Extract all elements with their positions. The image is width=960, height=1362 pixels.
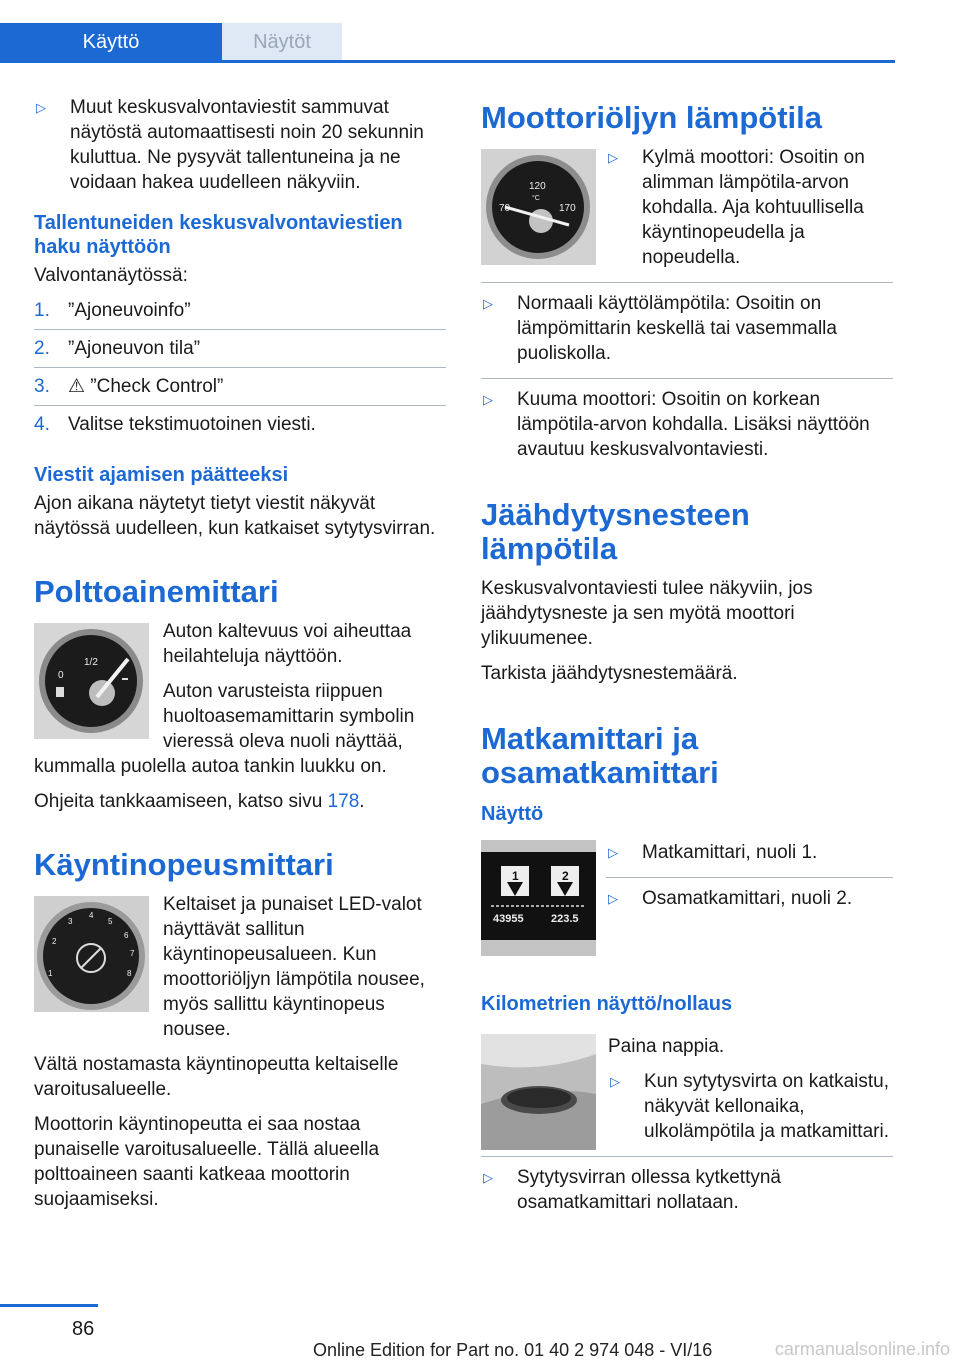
oil-bullets <box>606 145 893 282</box>
fuel-gauge-image <box>34 623 149 739</box>
edition-note: Online Edition for Part no. 01 40 2 974 048 - VI/16 <box>313 1340 713 1360</box>
subheading-km-reset: Kilometrien näyttö/nollaus <box>481 993 733 1015</box>
footer-rule <box>0 1304 98 1307</box>
list-item <box>34 95 446 195</box>
heading-coolant-temp: Jäähdytysnesteen lämpötila <box>481 497 750 566</box>
bullet-triangle-icon: ▷ <box>610 1074 620 1089</box>
reset-button-image <box>481 1034 596 1150</box>
bullet-text: Kuuma moottori: Osoitin on korkean lämpötila-arvon kohdalla. Lisäksi näyttöön avautuu keskusvalvontaviesti. <box>517 389 870 460</box>
divider <box>481 1156 893 1157</box>
rpm-label: 6 <box>124 931 129 940</box>
chapter-tabs <box>0 0 895 62</box>
bullet-text: Matkamittari, nuoli 1. <box>642 842 818 863</box>
subheading-saved-messages: Tallentuneiden keskusvalvontaviestien haku näyttöön <box>34 212 403 258</box>
bullet-triangle-icon: ▷ <box>483 392 493 407</box>
step-number: 1. <box>34 300 50 321</box>
bullet-triangle-icon: ▷ <box>483 296 493 311</box>
watermark: carmanualsonline.info <box>774 1339 950 1359</box>
paragraph: Keltaiset ja punaiset LED-valot näyttävät sallitun käyntinopeusalueen. Kun moottoriöljyn lämpötila nousee, myös sallittu käyntinopeus nousee. <box>163 894 425 1040</box>
text: . <box>359 791 365 812</box>
list-item <box>481 291 893 366</box>
reset-button-icon <box>481 1034 596 1150</box>
list-item <box>481 387 893 462</box>
divider <box>34 405 446 406</box>
odometer-display-icon <box>481 840 596 956</box>
fuel-label-zero: 0 <box>58 670 64 681</box>
step-text: ”Ajoneuvon tila” <box>68 338 201 359</box>
heading-oil-temp: Moottoriöljyn lämpötila <box>481 100 822 135</box>
bullet-text: Kun sytytysvirta on katkaistu, näkyvät kellonaika, ulkolämpötila ja matkamittari. <box>644 1071 889 1142</box>
rpm-label: 8 <box>127 969 132 978</box>
page-link[interactable]: 178 <box>327 791 360 812</box>
rpm-label: 3 <box>68 917 73 926</box>
oil-label-low: 70 <box>499 203 511 214</box>
step-item <box>34 336 446 361</box>
rpm-label: 2 <box>52 937 57 946</box>
text: Ohjeita tankkaamiseen, katso sivu <box>34 791 328 812</box>
step-text: ⚠ ”Check Control” <box>68 376 224 397</box>
bullet-text: Sytytysvirran ollessa kytkettynä osamatkamittari nollataan. <box>517 1167 781 1213</box>
heading-rpm-gauge: Käyntinopeusmittari <box>34 847 334 882</box>
bullet-text: Osamatkamittari, nuoli 2. <box>642 888 853 909</box>
rpm-gauge-image <box>34 896 149 1012</box>
heading-fuel-gauge: Polttoainemittari <box>34 574 279 609</box>
list-item <box>606 145 893 270</box>
rpm-label: 7 <box>130 949 135 958</box>
oil-label-mid: 120 <box>529 181 546 192</box>
bullet-triangle-icon: ▷ <box>36 100 46 115</box>
tab-rule <box>0 60 895 63</box>
right-column <box>481 95 893 1227</box>
oil-label-high: 170 <box>559 203 576 214</box>
step-number: 4. <box>34 414 50 435</box>
tab-naytot[interactable]: Näytöt <box>222 23 342 61</box>
divider <box>481 282 893 283</box>
arrow-label-1: 1 <box>512 869 519 883</box>
divider <box>34 367 446 368</box>
odometer-display-image <box>481 840 596 956</box>
fuel-gauge-icon <box>34 623 149 739</box>
step-text: Valitse tekstimuotoinen viesti. <box>68 414 316 435</box>
bullet-text: Muut keskusvalvontaviestit sammuvat näytöstä automaattisesti noin 20 sekunnin kuluttua. Ne pysyvät tallentuneina ja ne voidaan hakea uudelleen näkyviin. <box>70 97 424 193</box>
rpm-label: 1 <box>48 969 53 978</box>
list-item <box>608 1069 893 1144</box>
bullet-text: Normaali käyttölämpötila: Osoitin on lämpömittarin keskellä tai vasemmalla puoliskolla. <box>517 293 837 364</box>
oil-temp-gauge-image <box>481 149 596 265</box>
paragraph: Auton kaltevuus voi aiheuttaa heilahteluja näyttöön. <box>163 621 412 667</box>
step-item <box>34 374 446 399</box>
bullet-triangle-icon: ▷ <box>608 891 618 906</box>
paragraph: Vältä nostamasta käyntinopeutta keltaiselle varoitusalueelle. <box>34 1054 399 1100</box>
paragraph: Auton varusteista riippuen huoltoasemamittarin symbolin vieressä oleva nuoli näyttää, kummalla puolella autoa tankin luukku on. <box>34 681 415 777</box>
step-number: 3. <box>34 376 50 397</box>
step-item <box>34 298 446 323</box>
odometer-value: 43955 <box>493 913 524 925</box>
subheading-display: Näyttö <box>481 803 544 825</box>
paragraph: Valvontanäytössä: <box>34 265 188 286</box>
heading-odometer: Matkamittari ja osamatkamittari <box>481 721 719 790</box>
bullet-triangle-icon: ▷ <box>608 845 618 860</box>
rpm-label: 5 <box>108 917 113 926</box>
paragraph <box>34 789 446 814</box>
bullet-triangle-icon: ▷ <box>608 150 618 165</box>
divider <box>34 329 446 330</box>
step-number: 2. <box>34 338 50 359</box>
list-item <box>606 840 893 865</box>
display-bullets <box>606 830 893 923</box>
paragraph: Moottorin käyntinopeutta ei saa nostaa punaiselle varoitusalueelle. Tällä alueella polttoaineen saanti katkeaa moottorin suojaamiseksi. <box>34 1114 380 1210</box>
step-text: ”Ajoneuvoinfo” <box>68 300 191 321</box>
reset-text <box>608 1020 893 1156</box>
divider <box>481 378 893 379</box>
tab-kaytto[interactable]: Käyttö <box>0 23 222 61</box>
paragraph: Tarkista jäähdytysnestemäärä. <box>481 663 738 684</box>
oil-label-unit: °C <box>532 195 540 202</box>
trip-value: 223.5 <box>551 913 579 925</box>
paragraph: Ajon aikana näytetyt tietyt viestit näkyvät näytössä uudelleen, kun katkaiset sytytysvirran. <box>34 493 436 539</box>
bullet-text: Kylmä moottori: Osoitin on alimman lämpötila-arvon kohdalla. Aja kohtuullisella käyntinopeudella ja nopeudella. <box>642 147 865 268</box>
paragraph: Keskusvalvontaviesti tulee näkyviin, jos jäähdytysneste ja sen myötä moottori ylikuumenee. <box>481 578 813 649</box>
paragraph: Paina nappia. <box>608 1036 725 1057</box>
list-item <box>606 886 893 911</box>
arrow-label-2: 2 <box>562 869 569 883</box>
oil-temperature-gauge-icon <box>481 149 596 265</box>
subheading-messages-end-of-trip: Viestit ajamisen päätteeksi <box>34 464 289 486</box>
page-number: 86 <box>72 1318 95 1340</box>
divider <box>606 877 893 878</box>
tachometer-icon <box>34 896 149 1012</box>
list-item <box>481 1165 893 1215</box>
fuel-label-half: 1/2 <box>84 657 98 668</box>
left-column <box>34 95 446 1222</box>
rpm-label: 4 <box>89 911 94 920</box>
step-item <box>34 412 446 437</box>
bullet-triangle-icon: ▷ <box>483 1170 493 1185</box>
steps-list <box>34 298 446 437</box>
